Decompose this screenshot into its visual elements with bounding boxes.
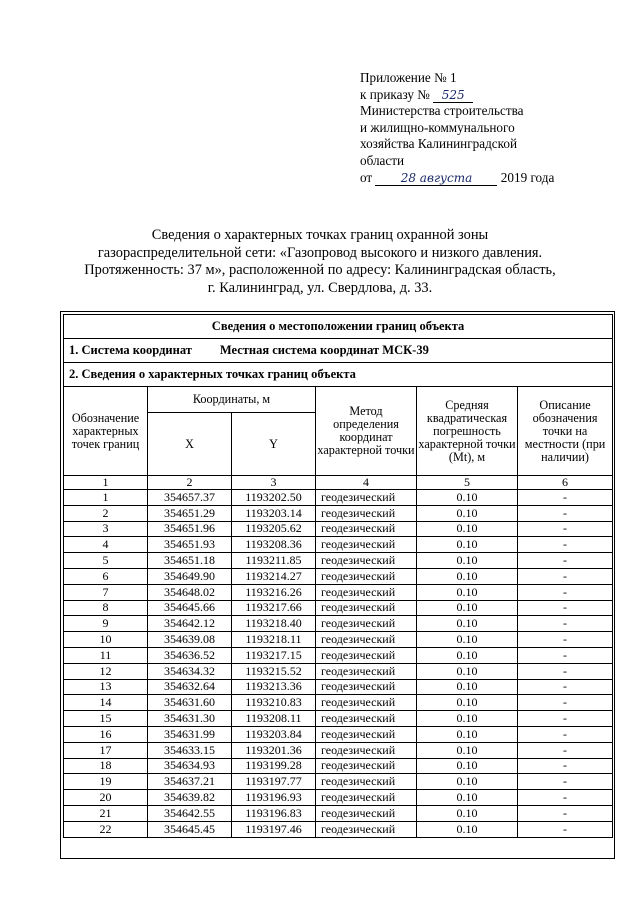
date-suffix: 2019 года: [500, 169, 555, 185]
column-index-cell: 4: [316, 476, 417, 490]
appendix-block: [360, 70, 630, 186]
description-cell: -: [518, 568, 613, 584]
column-index-cell: 5: [417, 476, 518, 490]
method-cell: геодезический: [316, 600, 417, 616]
table-row: [64, 600, 613, 616]
col-designation-header: Обозначение характерных точек границ: [64, 387, 148, 476]
table-row: [64, 490, 613, 506]
error-cell: 0.10: [417, 600, 518, 616]
point-id-cell: 17: [64, 742, 148, 758]
col-error-header: Средняя квадратическая погрешность характерной точки (Mt), м: [417, 387, 518, 476]
y-coord-cell: 1193216.26: [232, 584, 316, 600]
y-coord-cell: 1193215.52: [232, 663, 316, 679]
description-cell: -: [518, 774, 613, 790]
error-cell: 0.10: [417, 711, 518, 727]
point-id-cell: 16: [64, 726, 148, 742]
y-coord-cell: 1193217.15: [232, 647, 316, 663]
point-id-cell: 1: [64, 490, 148, 506]
ministry-line-2: и жилищно-коммунального: [360, 119, 515, 135]
point-id-cell: 3: [64, 521, 148, 537]
point-id-cell: 20: [64, 790, 148, 806]
description-cell: -: [518, 805, 613, 821]
column-index-cell: 2: [148, 476, 232, 490]
y-coord-cell: 1193196.93: [232, 790, 316, 806]
title-line-2: газораспределительной сети: «Газопровод высокого и низкого давления.: [97, 244, 543, 261]
table-row: [64, 616, 613, 632]
section-header: Сведения о местоположении границ объекта: [64, 315, 613, 339]
error-cell: 0.10: [417, 726, 518, 742]
appendix-title: Приложение № 1: [360, 70, 457, 85]
x-coord-cell: 354649.90: [148, 568, 232, 584]
date-handwritten: 28 августа: [375, 171, 497, 186]
table-row: [64, 663, 613, 679]
error-cell: 0.10: [417, 505, 518, 521]
y-coord-cell: 1193201.36: [232, 742, 316, 758]
order-prefix: к приказу №: [360, 86, 430, 102]
point-id-cell: 21: [64, 805, 148, 821]
description-cell: -: [518, 616, 613, 632]
table-row: [64, 584, 613, 600]
description-cell: -: [518, 711, 613, 727]
y-coord-cell: 1193205.62: [232, 521, 316, 537]
error-cell: 0.10: [417, 521, 518, 537]
points-header-row: [64, 363, 613, 387]
column-index-cell: 1: [64, 476, 148, 490]
x-coord-cell: 354648.02: [148, 584, 232, 600]
point-id-cell: 2: [64, 505, 148, 521]
method-cell: геодезический: [316, 821, 417, 837]
y-coord-cell: 1193217.66: [232, 600, 316, 616]
col-method-header: Метод определения координат характерной точки: [316, 387, 417, 476]
coord-system-cell: [64, 339, 613, 363]
point-id-cell: 15: [64, 711, 148, 727]
description-cell: -: [518, 821, 613, 837]
y-coord-cell: 1193203.14: [232, 505, 316, 521]
error-cell: 0.10: [417, 568, 518, 584]
error-cell: 0.10: [417, 695, 518, 711]
error-cell: 0.10: [417, 553, 518, 569]
table-row: [64, 711, 613, 727]
table-row: [64, 695, 613, 711]
table-row: [64, 726, 613, 742]
description-cell: -: [518, 790, 613, 806]
y-coord-cell: 1193202.50: [232, 490, 316, 506]
description-cell: -: [518, 490, 613, 506]
description-cell: -: [518, 742, 613, 758]
point-id-cell: 11: [64, 647, 148, 663]
error-cell: 0.10: [417, 679, 518, 695]
ministry-line-1: Министерства строительства: [360, 103, 524, 119]
method-cell: геодезический: [316, 742, 417, 758]
description-cell: -: [518, 695, 613, 711]
method-cell: геодезический: [316, 790, 417, 806]
x-coord-cell: 354632.64: [148, 679, 232, 695]
date-line: [360, 170, 630, 187]
method-cell: геодезический: [316, 711, 417, 727]
error-cell: 0.10: [417, 790, 518, 806]
error-cell: 0.10: [417, 537, 518, 553]
x-coord-cell: 354639.08: [148, 632, 232, 648]
method-cell: геодезический: [316, 805, 417, 821]
description-cell: -: [518, 647, 613, 663]
method-cell: геодезический: [316, 758, 417, 774]
point-id-cell: 9: [64, 616, 148, 632]
table-row: [64, 821, 613, 837]
method-cell: геодезический: [316, 616, 417, 632]
point-id-cell: 22: [64, 821, 148, 837]
x-coord-cell: 354636.52: [148, 647, 232, 663]
y-coord-cell: 1193208.36: [232, 537, 316, 553]
method-cell: геодезический: [316, 663, 417, 679]
error-cell: 0.10: [417, 821, 518, 837]
table-row: [64, 505, 613, 521]
table-row: [64, 647, 613, 663]
method-cell: геодезический: [316, 537, 417, 553]
col-y-header: Y: [232, 413, 316, 476]
column-header-row-1: [64, 387, 613, 413]
point-id-cell: 14: [64, 695, 148, 711]
col-coordinates-header: Координаты, м: [148, 387, 316, 413]
table-row: [64, 537, 613, 553]
col-description-header: Описание обозначения точки на местности (при наличии): [518, 387, 613, 476]
description-cell: -: [518, 553, 613, 569]
description-cell: -: [518, 632, 613, 648]
table-row: [64, 742, 613, 758]
error-cell: 0.10: [417, 616, 518, 632]
y-coord-cell: 1193199.28: [232, 758, 316, 774]
y-coord-cell: 1193203.84: [232, 726, 316, 742]
method-cell: геодезический: [316, 505, 417, 521]
title-line-4: г. Калининград, ул. Свердлова, д. 33.: [207, 279, 433, 296]
error-cell: 0.10: [417, 742, 518, 758]
table-row: [64, 790, 613, 806]
error-cell: 0.10: [417, 663, 518, 679]
error-cell: 0.10: [417, 758, 518, 774]
x-coord-cell: 354645.45: [148, 821, 232, 837]
y-coord-cell: 1193218.40: [232, 616, 316, 632]
description-cell: -: [518, 505, 613, 521]
document-title: [20, 227, 620, 297]
description-cell: -: [518, 537, 613, 553]
ministry-line-3: хозяйства Калининградской: [360, 136, 518, 152]
description-cell: -: [518, 521, 613, 537]
description-cell: -: [518, 584, 613, 600]
point-id-cell: 6: [64, 568, 148, 584]
method-cell: геодезический: [316, 632, 417, 648]
point-id-cell: 19: [64, 774, 148, 790]
point-id-cell: 12: [64, 663, 148, 679]
method-cell: геодезический: [316, 647, 417, 663]
x-coord-cell: 354651.18: [148, 553, 232, 569]
x-coord-cell: 354645.66: [148, 600, 232, 616]
y-coord-cell: 1193196.83: [232, 805, 316, 821]
date-prefix: от: [360, 169, 373, 185]
table-row: [64, 568, 613, 584]
x-coord-cell: 354631.99: [148, 726, 232, 742]
description-cell: -: [518, 679, 613, 695]
error-cell: 0.10: [417, 632, 518, 648]
table-row: [64, 805, 613, 821]
column-index-cell: 6: [518, 476, 613, 490]
point-id-cell: 5: [64, 553, 148, 569]
x-coord-cell: 354634.32: [148, 663, 232, 679]
method-cell: геодезический: [316, 490, 417, 506]
point-id-cell: 18: [64, 758, 148, 774]
point-id-cell: 7: [64, 584, 148, 600]
table-row: [64, 679, 613, 695]
points-header: 2. Сведения о характерных точках границ объекта: [64, 363, 613, 387]
x-coord-cell: 354637.21: [148, 774, 232, 790]
description-cell: -: [518, 600, 613, 616]
x-coord-cell: 354642.55: [148, 805, 232, 821]
error-cell: 0.10: [417, 774, 518, 790]
table-row: [64, 774, 613, 790]
y-coord-cell: 1193211.85: [232, 553, 316, 569]
title-line-1: Сведения о характерных точках границ охранной зоны: [151, 227, 489, 243]
y-coord-cell: 1193197.46: [232, 821, 316, 837]
y-coord-cell: 1193197.77: [232, 774, 316, 790]
y-coord-cell: 1193213.36: [232, 679, 316, 695]
column-index-row: [64, 476, 613, 490]
description-cell: -: [518, 663, 613, 679]
description-cell: -: [518, 758, 613, 774]
y-coord-cell: 1193214.27: [232, 568, 316, 584]
y-coord-cell: 1193208.11: [232, 711, 316, 727]
coordinates-table: [63, 314, 613, 838]
method-cell: геодезический: [316, 521, 417, 537]
method-cell: геодезический: [316, 774, 417, 790]
table-row: [64, 758, 613, 774]
section-header-row: [64, 315, 613, 339]
method-cell: геодезический: [316, 553, 417, 569]
x-coord-cell: 354631.60: [148, 695, 232, 711]
x-coord-cell: 354651.96: [148, 521, 232, 537]
error-cell: 0.10: [417, 647, 518, 663]
x-coord-cell: 354633.15: [148, 742, 232, 758]
coord-system-row: [64, 339, 613, 363]
x-coord-cell: 354651.93: [148, 537, 232, 553]
x-coord-cell: 354631.30: [148, 711, 232, 727]
col-x-header: X: [148, 413, 232, 476]
description-cell: -: [518, 726, 613, 742]
error-cell: 0.10: [417, 584, 518, 600]
point-id-cell: 13: [64, 679, 148, 695]
coord-system-label: 1. Система координат: [69, 343, 192, 357]
title-line-3: Протяженность: 37 м», расположенной по адресу: Калининградская область,: [84, 262, 556, 279]
ministry-line-4: области: [360, 152, 405, 168]
error-cell: 0.10: [417, 490, 518, 506]
table-row: [64, 632, 613, 648]
column-index-cell: 3: [232, 476, 316, 490]
method-cell: геодезический: [316, 726, 417, 742]
point-id-cell: 10: [64, 632, 148, 648]
order-number-handwritten: 525: [433, 88, 473, 103]
point-id-cell: 8: [64, 600, 148, 616]
x-coord-cell: 354651.29: [148, 505, 232, 521]
error-cell: 0.10: [417, 805, 518, 821]
method-cell: геодезический: [316, 584, 417, 600]
order-line: [360, 87, 630, 104]
x-coord-cell: 354634.93: [148, 758, 232, 774]
point-id-cell: 4: [64, 537, 148, 553]
x-coord-cell: 354639.82: [148, 790, 232, 806]
x-coord-cell: 354657.37: [148, 490, 232, 506]
y-coord-cell: 1193218.11: [232, 632, 316, 648]
method-cell: геодезический: [316, 679, 417, 695]
method-cell: геодезический: [316, 695, 417, 711]
x-coord-cell: 354642.12: [148, 616, 232, 632]
method-cell: геодезический: [316, 568, 417, 584]
table-row: [64, 553, 613, 569]
y-coord-cell: 1193210.83: [232, 695, 316, 711]
table-row: [64, 521, 613, 537]
coord-system-value: Местная система координат МСК-39: [219, 343, 429, 357]
